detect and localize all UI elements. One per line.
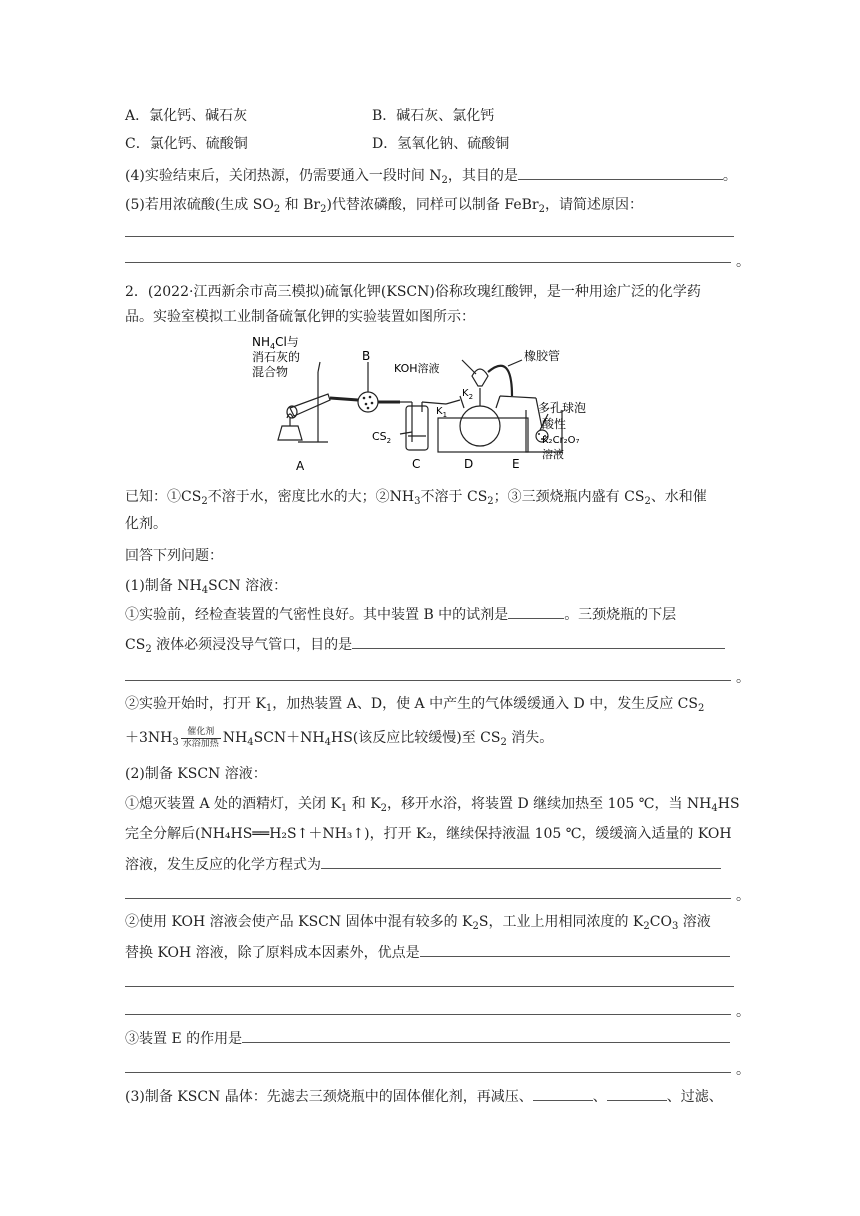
apparatus-figure [250, 332, 610, 480]
three-neck-flask [460, 406, 500, 446]
part-2-q3: ③装置 E 的作用是 [125, 1028, 730, 1049]
svg-text:橡胶管: 橡胶管 [524, 349, 561, 363]
svg-text:消石灰的: 消石灰的 [252, 350, 301, 364]
part-1-title: (1)制备 $NH_4SCN$ 溶液： [125, 578, 288, 596]
dropping-funnel [472, 369, 488, 386]
svg-text:CS2: $CS_2$ [372, 430, 392, 445]
part-1-q1: ①实验前，经检查装置的气密性良好。其中装置 B 中的试剂是 。三颈烧瓶的下层 [125, 604, 676, 625]
question-5: (5)若用浓硫酸(生成 $SO_2$ 和 $Br_2$)代替浓磷酸，同样可以制备 FeBr$_2$，请简述原因： [125, 197, 643, 215]
answer-line[interactable] [125, 680, 731, 681]
known-conditions-2: 化剂。 [125, 516, 167, 532]
answer-blank[interactable] [533, 1086, 593, 1101]
svg-text:多孔球泡: 多孔球泡 [538, 401, 587, 415]
answer-blank[interactable] [321, 854, 721, 869]
choice-a: A．氯化钙、碱石灰 [125, 108, 248, 124]
part-2-q1-line2: 完全分解后(NH₄HS══H₂S↑＋NH₃↑)，打开 K₂，继续保持液温 105 ℃，缓缓滴入适量的 KOH [125, 826, 732, 842]
part-1-q1-line2: $CS_2$ 液体必须浸没导气管口，目的是 [125, 634, 725, 655]
answer-line[interactable] [125, 986, 734, 987]
water-bath [438, 418, 528, 452]
reaction-equation: $+3NH_3$ $\frac{\text{催化剂}}{\text{水浴加热}}$ $NH_4SCN+NH_4HS$(该反应比较缓慢)至 $CS_2$ 消失。 [125, 726, 554, 749]
svg-text:溶液: 溶液 [542, 448, 564, 461]
answer-blank[interactable] [508, 604, 564, 619]
rubber-tube [488, 366, 512, 396]
answer-blank[interactable] [518, 165, 723, 180]
part-1-q2: ②实验开始时，打开 $K_1$，加热装置 A、D，使 A 中产生的气体缓缓通入 D 中，发生反应 $CS_2$ [125, 696, 705, 714]
svg-text:E: E [512, 457, 520, 471]
choice-d: D．氢氧化钠、硫酸铜 [372, 136, 510, 152]
part-2-q1: ①熄灭装置 A 处的酒精灯，关闭 $K_1$ 和 $K_2$，移开水浴，将装置 D 继续加热至 105 ℃，当 $NH_4HS$ [125, 796, 740, 814]
known-conditions: 已知：$①CS_2$不溶于水，密度比水的大；$②NH_3$不溶于 $CS_2$；③三颈烧瓶内盛有 $CS_2$、水和催 [125, 489, 707, 507]
svg-text:A: A [296, 459, 305, 473]
part-2-title: (2)制备 KSCN 溶液： [125, 766, 267, 782]
part-2-q2: ②使用 KOH 溶液会使产品 KSCN 固体中混有较多的 $K_2S$，工业上用相同浓度的 $K_2CO_3$ 溶液 [125, 914, 711, 932]
part-2-q1-line3: 溶液，发生反应的化学方程式为 [125, 854, 721, 875]
svg-text:D: D [464, 457, 474, 471]
svg-text:混合物: 混合物 [252, 365, 289, 379]
alcohol-lamp [278, 426, 302, 440]
answer-blank[interactable] [242, 1028, 730, 1043]
question-2-stem: 2．(2022·江西新余市高三模拟)硫氰化钾(KSCN)俗称玫瑰红酸钾，是一种用途广泛的化学药 [125, 284, 701, 300]
answer-blank[interactable] [420, 942, 730, 957]
choice-b: B．碱石灰、氯化钙 [372, 108, 495, 124]
svg-text:NH4Cl与: $NH_4Cl$与 [252, 335, 299, 351]
answer-line[interactable] [125, 1072, 731, 1073]
svg-text:C: C [412, 457, 421, 471]
answer-blank[interactable] [607, 1086, 667, 1101]
answer-line[interactable] [125, 1014, 731, 1015]
svg-text:K2: $K_2$ [462, 388, 474, 401]
question-2-stem-2: 品。实验室模拟工业制备硫氰化钾的实验装置如图所示： [125, 309, 475, 325]
part-2-q2-line2: 替换 KOH 溶液，除了原料成本因素外，优点是 [125, 942, 730, 963]
svg-text:酸性: 酸性 [542, 417, 567, 431]
svg-text:K1: $K_1$ [436, 406, 448, 419]
answer-blank[interactable] [352, 634, 725, 649]
answer-line[interactable] [125, 262, 731, 263]
svg-text:B: B [362, 349, 371, 363]
question-4: (4)实验结束后，关闭热源，仍需要通入一段时间 $N_2$，其目的是 。 [125, 165, 737, 186]
answer-line[interactable] [125, 898, 731, 899]
bottle-c [406, 406, 428, 450]
choice-c: C．氯化钙、硫酸铜 [125, 136, 248, 152]
reaction-tube [290, 394, 330, 416]
part-3: (3)制备 KSCN 晶体：先滤去三颈烧瓶中的固体催化剂，再减压、 、 、过滤、 [125, 1086, 723, 1107]
answer-intro: 回答下列问题： [125, 548, 223, 564]
svg-text:KOH溶液: KOH溶液 [394, 362, 440, 375]
answer-line[interactable] [125, 236, 734, 237]
svg-text:K₂Cr₂O₇: K₂Cr₂O₇ [542, 435, 580, 446]
